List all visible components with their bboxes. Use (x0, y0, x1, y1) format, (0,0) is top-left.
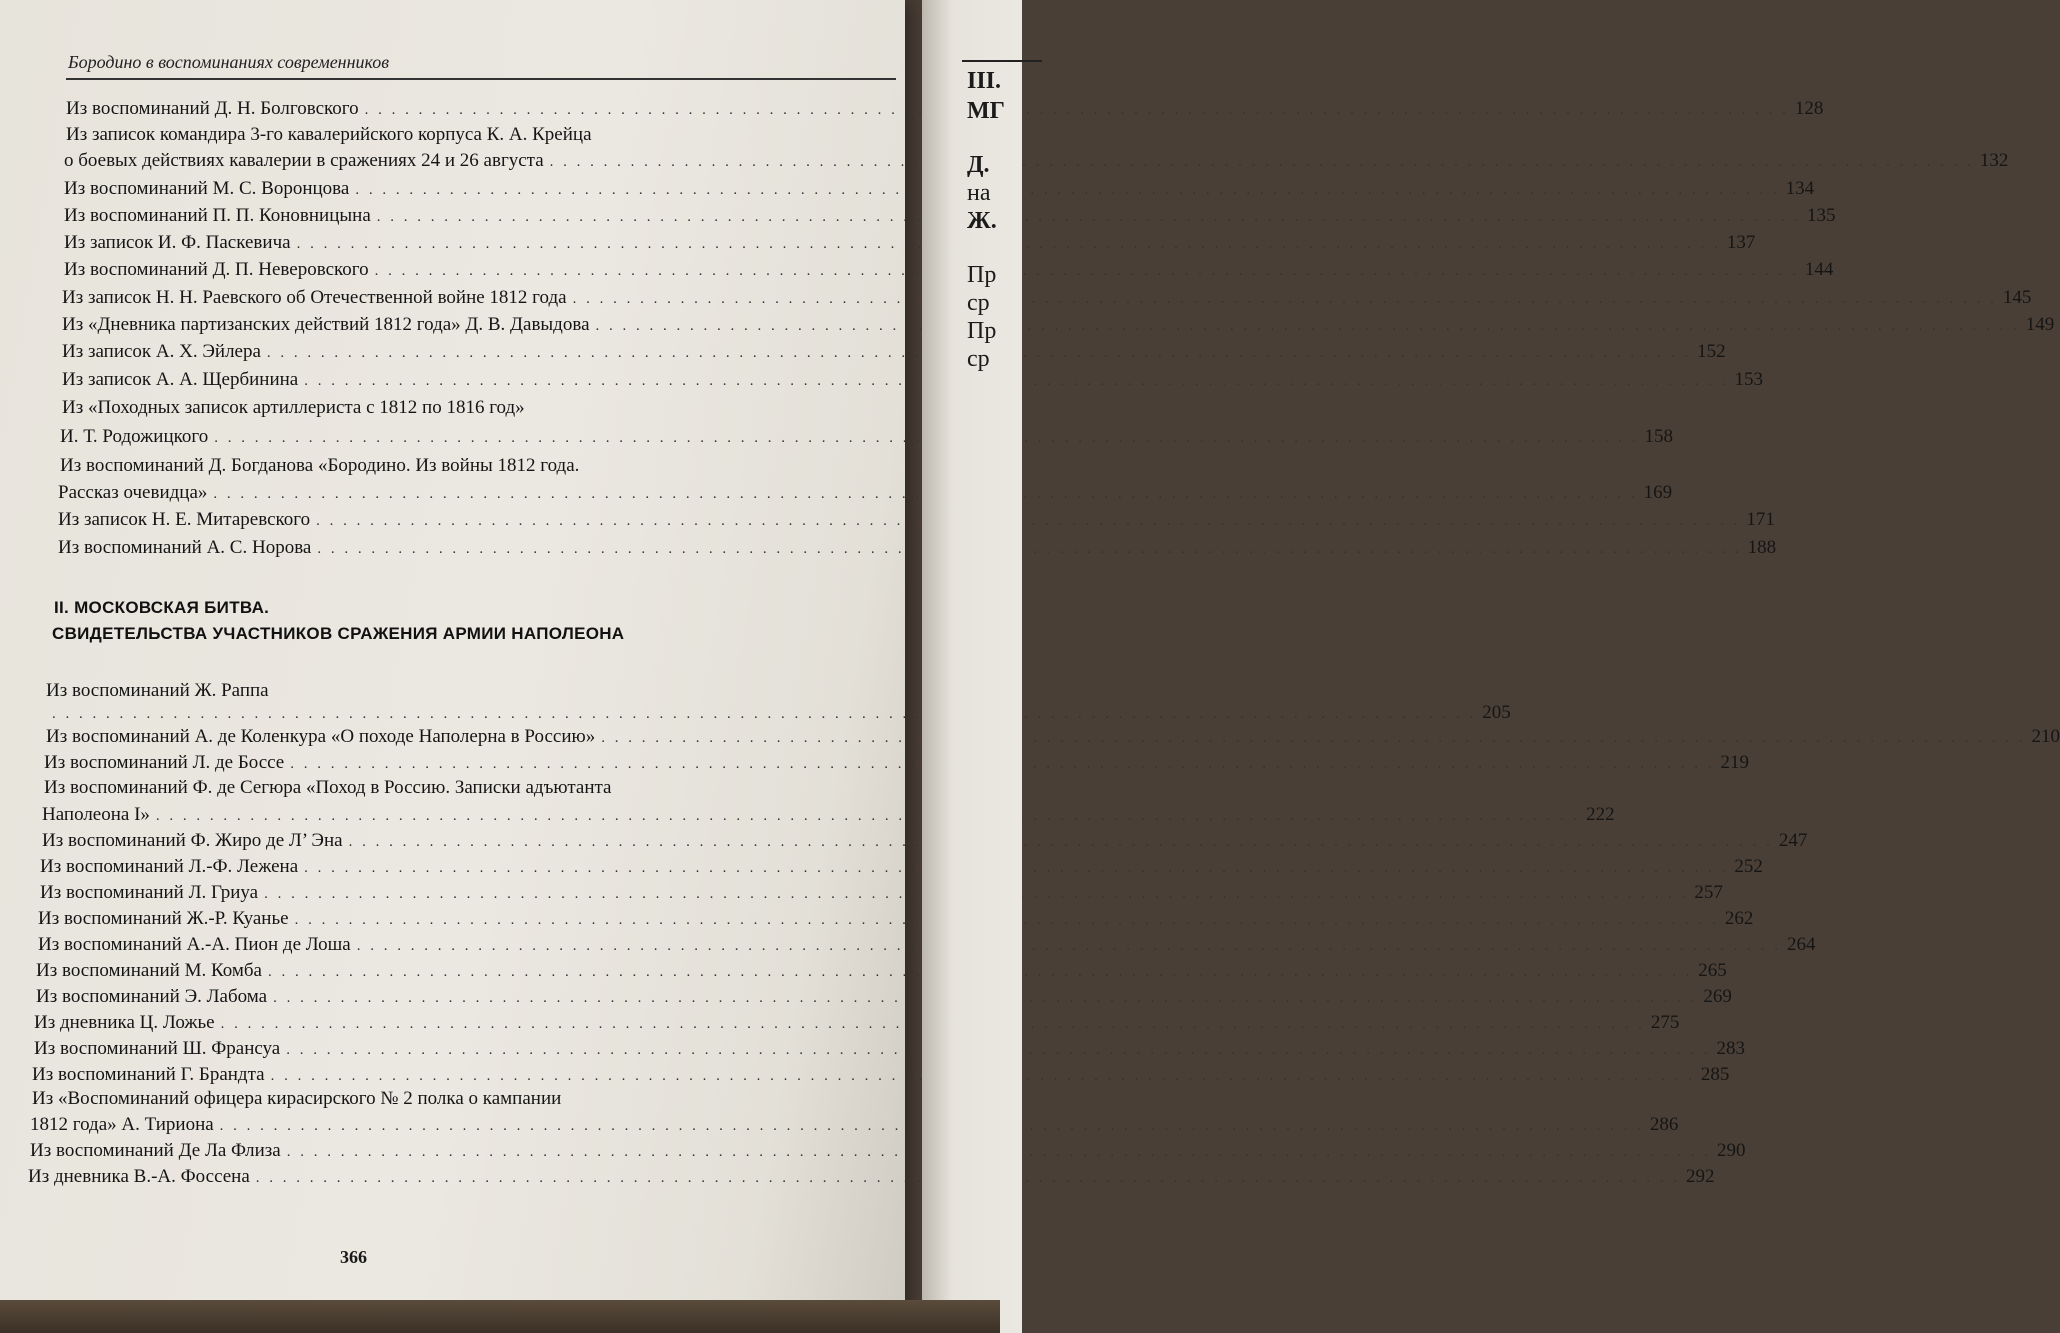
toc-entry: Из дневника Ц. Ложье . . . 275 (34, 1012, 738, 1034)
toc-entry: о боевых действиях кавалерии в сражениях 24 и 26 августа . . . 132 (64, 150, 824, 172)
toc-entry: Из воспоминаний Ш. Франсуа . . . 283 (34, 1038, 736, 1060)
toc-entry: Из воспоминаний М. Комба . . . 265 (36, 960, 742, 982)
toc-entry: Из воспоминаний А. С. Норова . . . 188 (58, 537, 824, 559)
page-number: 366 (340, 1247, 367, 1267)
right-page-text: ср (967, 346, 990, 372)
right-page-text: Д. (967, 152, 990, 178)
toc-entry: Из воспоминаний Д. Богданова «Бородино. Из войны 1812 года. (60, 455, 580, 476)
toc-entry: Наполеона I» . . . 222 (42, 804, 754, 826)
toc-entry: И. Т. Родожицкого . . . 158 (60, 426, 824, 448)
toc-entry: Рассказ очевидца» . . . 169 (58, 482, 824, 504)
toc-entry: Из «Походных записок артиллериста с 1812 по 1816 год» (62, 397, 525, 418)
right-page-text: Пр (967, 262, 997, 288)
toc-entry: Из воспоминаний А. де Коленкура «О походе Наполерна в Россию» . . . 210 (46, 726, 758, 748)
running-head: Бородино в воспоминаниях современников (68, 52, 390, 72)
toc-entry: Из записок А. А. Щербинина . . . 153 (62, 369, 824, 391)
toc-entry: Из дневника В.-А. Фоссена . . . 292 (28, 1166, 736, 1188)
toc-entry: Из воспоминаний Д. Н. Болговского . . . 128 (66, 98, 826, 120)
toc-entry: Из записок А. Х. Эйлера . . . 152 (62, 341, 824, 363)
toc-entry: Из воспоминаний А.-А. Пион де Лоша . . . 264 (38, 934, 744, 956)
toc-entry: Из воспоминаний Г. Брандта . . . 285 (32, 1064, 734, 1086)
toc-entry: Из воспоминаний Л. де Боссе . . . 219 (44, 752, 758, 774)
toc-entry: Из записок И. Ф. Паскевича . . . 137 (64, 232, 824, 254)
toc-entry: Из воспоминаний М. С. Воронцова . . . 134 (64, 178, 824, 200)
toc-entry: Из воспоминаний П. П. Коновницына . . . 135 (64, 205, 824, 227)
right-page-text: Пр (967, 318, 997, 344)
right-page-text: МГ (967, 98, 1005, 124)
header-rule (962, 60, 1042, 62)
toc-entry: Из воспоминаний Э. Лабома . . . 269 (36, 986, 740, 1008)
toc-entry: Из записок Н. Н. Раевского об Отечественной войне 1812 года . . . 145 (62, 287, 824, 309)
right-page-text: ср (967, 290, 990, 316)
section-title: СВИДЕТЕЛЬСТВА УЧАСТНИКОВ СРАЖЕНИЯ АРМИИ НАПОЛЕОНА (52, 624, 625, 643)
section-title: II. МОСКОВСКАЯ БИТВА. (54, 598, 270, 617)
toc-entry: Из воспоминаний Де Ла Флиза . . . 290 (30, 1140, 736, 1162)
toc-entry: Из воспоминаний Ж. Раппа (46, 680, 269, 701)
right-page-text: Ж. (967, 208, 997, 234)
right-page-text: III. (967, 68, 1002, 94)
toc-entry: Из «Воспоминаний офицера кирасирского № 2 полка о кампании (32, 1088, 562, 1109)
toc-entry: Из записок Н. Е. Митаревского . . . 171 (58, 509, 824, 531)
toc-entry: Из воспоминаний Л.-Ф. Лежена . . . 252 (40, 856, 750, 878)
book-page-right (922, 0, 1022, 1333)
toc-entry: Из воспоминаний Д. П. Неверовского . . . 144 (64, 259, 824, 281)
toc-entry: Из воспоминаний Ж.-Р. Куанье . . . 262 (38, 908, 746, 930)
toc-entry: Из «Дневника партизанских действий 1812 года» Д. В. Давыдова . . . 149 (62, 314, 824, 336)
toc-entry: 1812 года» А. Тириона . . . 286 (30, 1114, 732, 1136)
toc-entry: Из воспоминаний Ф. Жиро де Л’ Эна . . . 247 (42, 830, 752, 852)
toc-entry: . . . 205 (46, 702, 758, 724)
toc-entry: Из воспоминаний Л. Гриуа . . . 257 (40, 882, 748, 904)
toc-entry: Из воспоминаний Ф. де Сегюра «Поход в Россию. Записки адъютанта (44, 777, 612, 798)
table-surface (0, 1300, 1000, 1333)
header-rule (66, 78, 896, 80)
toc-entry: Из записок командира 3-го кавалерийского корпуса К. А. Крейца (66, 124, 592, 145)
right-page-text: на (967, 180, 991, 206)
